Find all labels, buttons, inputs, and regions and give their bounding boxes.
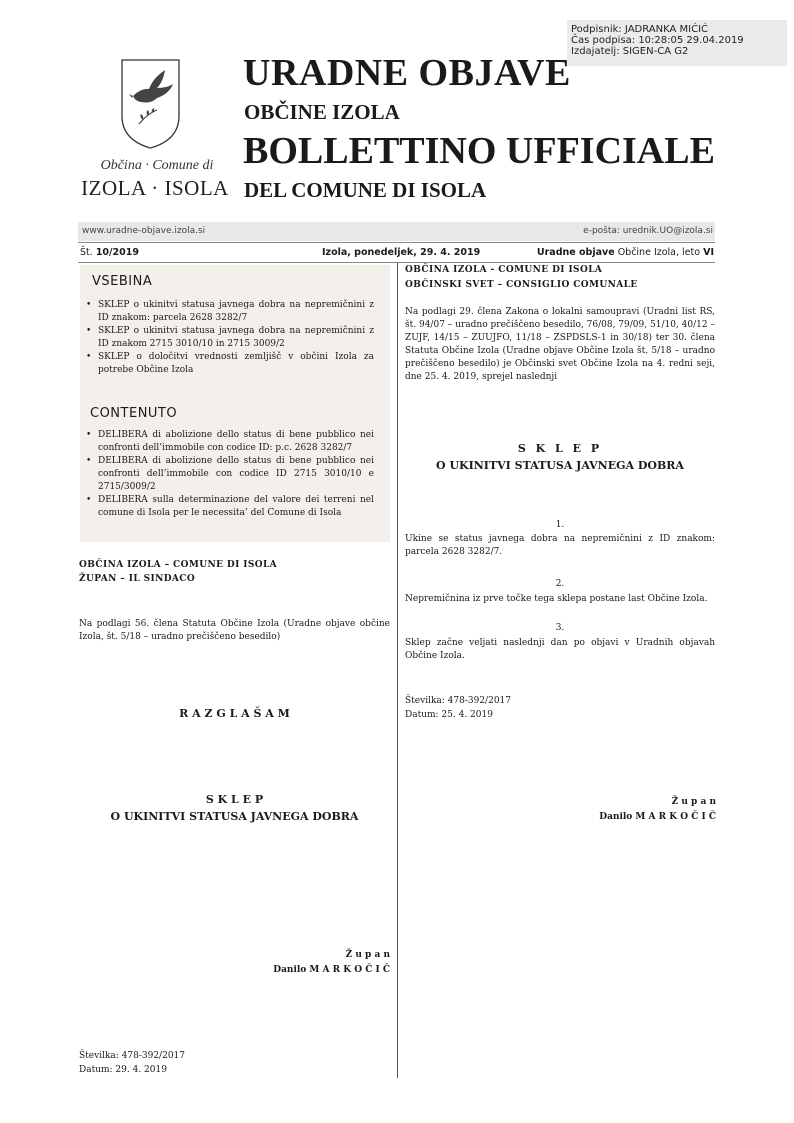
municipality-name-line2: IZOLA · ISOLA <box>81 176 229 200</box>
right-zupan-label: Ž u p a n <box>671 797 716 807</box>
right-authority-1: OBČINA IZOLA - COMUNE DI ISOLA <box>405 265 603 275</box>
right-article-2-text: Nepremičnina iz prve točke tega sklepa postane last Občine Izola. <box>405 594 708 604</box>
left-doc-date: Datum: 29. 4. 2019 <box>79 1065 167 1075</box>
journal-name: Uradne objave <box>536 247 615 258</box>
right-doc-number: Številka: 478-392/2017 <box>405 696 511 706</box>
subtitle-slovene: OBČINE IZOLA <box>244 100 400 124</box>
municipality-name-line1: Občina · Comune di <box>100 158 214 173</box>
right-article-1-number: 1. <box>555 520 565 530</box>
website-link[interactable]: www.uradne-objave.izola.si <box>82 226 206 236</box>
right-article-2-number: 2. <box>555 579 565 589</box>
right-sklep-title: O UKINITVI STATUSA JAVNEGA DOBRA <box>436 459 684 472</box>
journal-year: VI <box>703 247 714 258</box>
right-article-3-text: Sklep začne veljati naslednji dan po objavi v Uradnih objavah Občine Izola. <box>405 638 715 661</box>
right-authority-2: OBČINSKI SVET – CONSIGLIO COMUNALE <box>405 280 638 290</box>
left-mayor-name: Danilo M A R K O Č I Č <box>273 965 390 975</box>
digital-signature-box <box>567 20 787 66</box>
title-italian: BOLLETTINO UFFICIALE <box>243 130 715 172</box>
right-article-3-number: 3. <box>555 623 565 633</box>
left-sklep-heading: S K L E P <box>205 793 264 806</box>
right-doc-date: Datum: 25. 4. 2019 <box>405 710 493 720</box>
journal-rest: Občine Izola, leto <box>617 247 701 258</box>
left-proclaim: R A Z G L A Š A M <box>179 707 290 720</box>
title-slovene: URADNE OBJAVE <box>243 52 571 94</box>
issue-number <box>80 247 139 258</box>
toc-item[interactable]: • DELIBERA di abolizione dello status di bene pubblico nei confronti dell’immobile con codice ID: p.c. 2628 3282/7 <box>84 429 374 455</box>
issue-number-label: Št. <box>80 247 93 258</box>
toc-item[interactable]: • SKLEP o določitvi vrednosti zemljišč v občini Izola za potrebe Občine Izola <box>84 351 374 377</box>
left-intro: Na podlagi 56. člena Statuta Občine Izola (Uradne objave občine Izola, št. 5/18 – uradno prečiščeno besedilo) <box>79 619 390 642</box>
left-doc-number: Številka: 478-392/2017 <box>79 1051 185 1061</box>
coat-of-arms-dove-icon <box>119 58 182 150</box>
issue-number-value: 10/2019 <box>95 247 139 258</box>
signature-issuer: Izdajatelj: SIGEN-CA G2 <box>571 46 689 57</box>
info-bar <box>78 222 715 241</box>
column-divider <box>397 263 398 1078</box>
issue-journal <box>537 247 714 258</box>
left-authority-1: OBČINA IZOLA – COMUNE DI ISOLA <box>79 560 278 570</box>
toc-title-contenuto: CONTENUTO <box>90 406 178 421</box>
toc-item[interactable]: • SKLEP o ukinitvi statusa javnega dobra na nepremičnini z ID znakom: parcela 2628 3282/7 <box>84 299 374 325</box>
toc-item[interactable]: • SKLEP o ukinitvi statusa javnega dobra na nepremičnini z ID znakom 2715 3010/10 in 2715 3009/2 <box>84 325 374 351</box>
right-article-1-text: Ukine se status javnega dobra na nepremičnini z ID znakom: parcela 2628 3282/7. <box>405 534 715 557</box>
left-authority-2: ŽUPAN – IL SINDACO <box>79 574 196 584</box>
right-intro: Na podlagi 29. člena Zakona o lokalni samoupravi (Uradni list RS, št. 94/07 – uradno prečiščeno besedilo, 76/08, 79/09, 51/10, 40/12 – ZUJF, 14/15 – ZUUJFO, 11/18 – ZSPDSLS-1 in 30/18) ter 30. člena Statuta Občine Izola (Uradne objave Občine Izola št. 5/18 – uradno prečiščeno besedilo) je Občinski svet Občine Izola na 4. redni seji, dne 25. 4. 2019, sprejel naslednji <box>405 307 715 382</box>
right-sklep-heading: S K L E P <box>517 442 603 455</box>
issue-place-date: Izola, ponedeljek, 29. 4. 2019 <box>322 247 481 258</box>
divider <box>78 242 715 243</box>
toc-list-slovene <box>84 299 374 377</box>
table-of-contents <box>80 265 390 542</box>
subtitle-italian: DEL COMUNE DI ISOLA <box>244 178 487 202</box>
left-zupan-label: Ž u p a n <box>345 950 390 960</box>
toc-item[interactable]: • DELIBERA sulla determinazione del valore dei terreni nel comune di Isola per le necessita’ del Comune di Isola <box>84 494 374 520</box>
toc-list-italian <box>84 429 374 520</box>
left-sklep-title: O UKINITVI STATUSA JAVNEGA DOBRA <box>110 810 359 823</box>
toc-item[interactable]: • DELIBERA di abolizione dello status di bene pubblico nei confronti dell’immobile con codice ID 2715 3010/10 e 2715/3009/2 <box>84 455 374 494</box>
right-mayor-name: Danilo M A R K O Č I Č <box>599 812 716 822</box>
signature-signer: Podpisnik: JADRANKA MIĆIĆ <box>571 24 709 35</box>
toc-title-vsebina: VSEBINA <box>92 274 153 289</box>
issue-header <box>78 245 715 261</box>
signature-time: Čas podpisa: 10:28:05 29.04.2019 <box>571 35 744 46</box>
email-link[interactable]: e-pošta: urednik.UO@izola.si <box>583 226 713 236</box>
